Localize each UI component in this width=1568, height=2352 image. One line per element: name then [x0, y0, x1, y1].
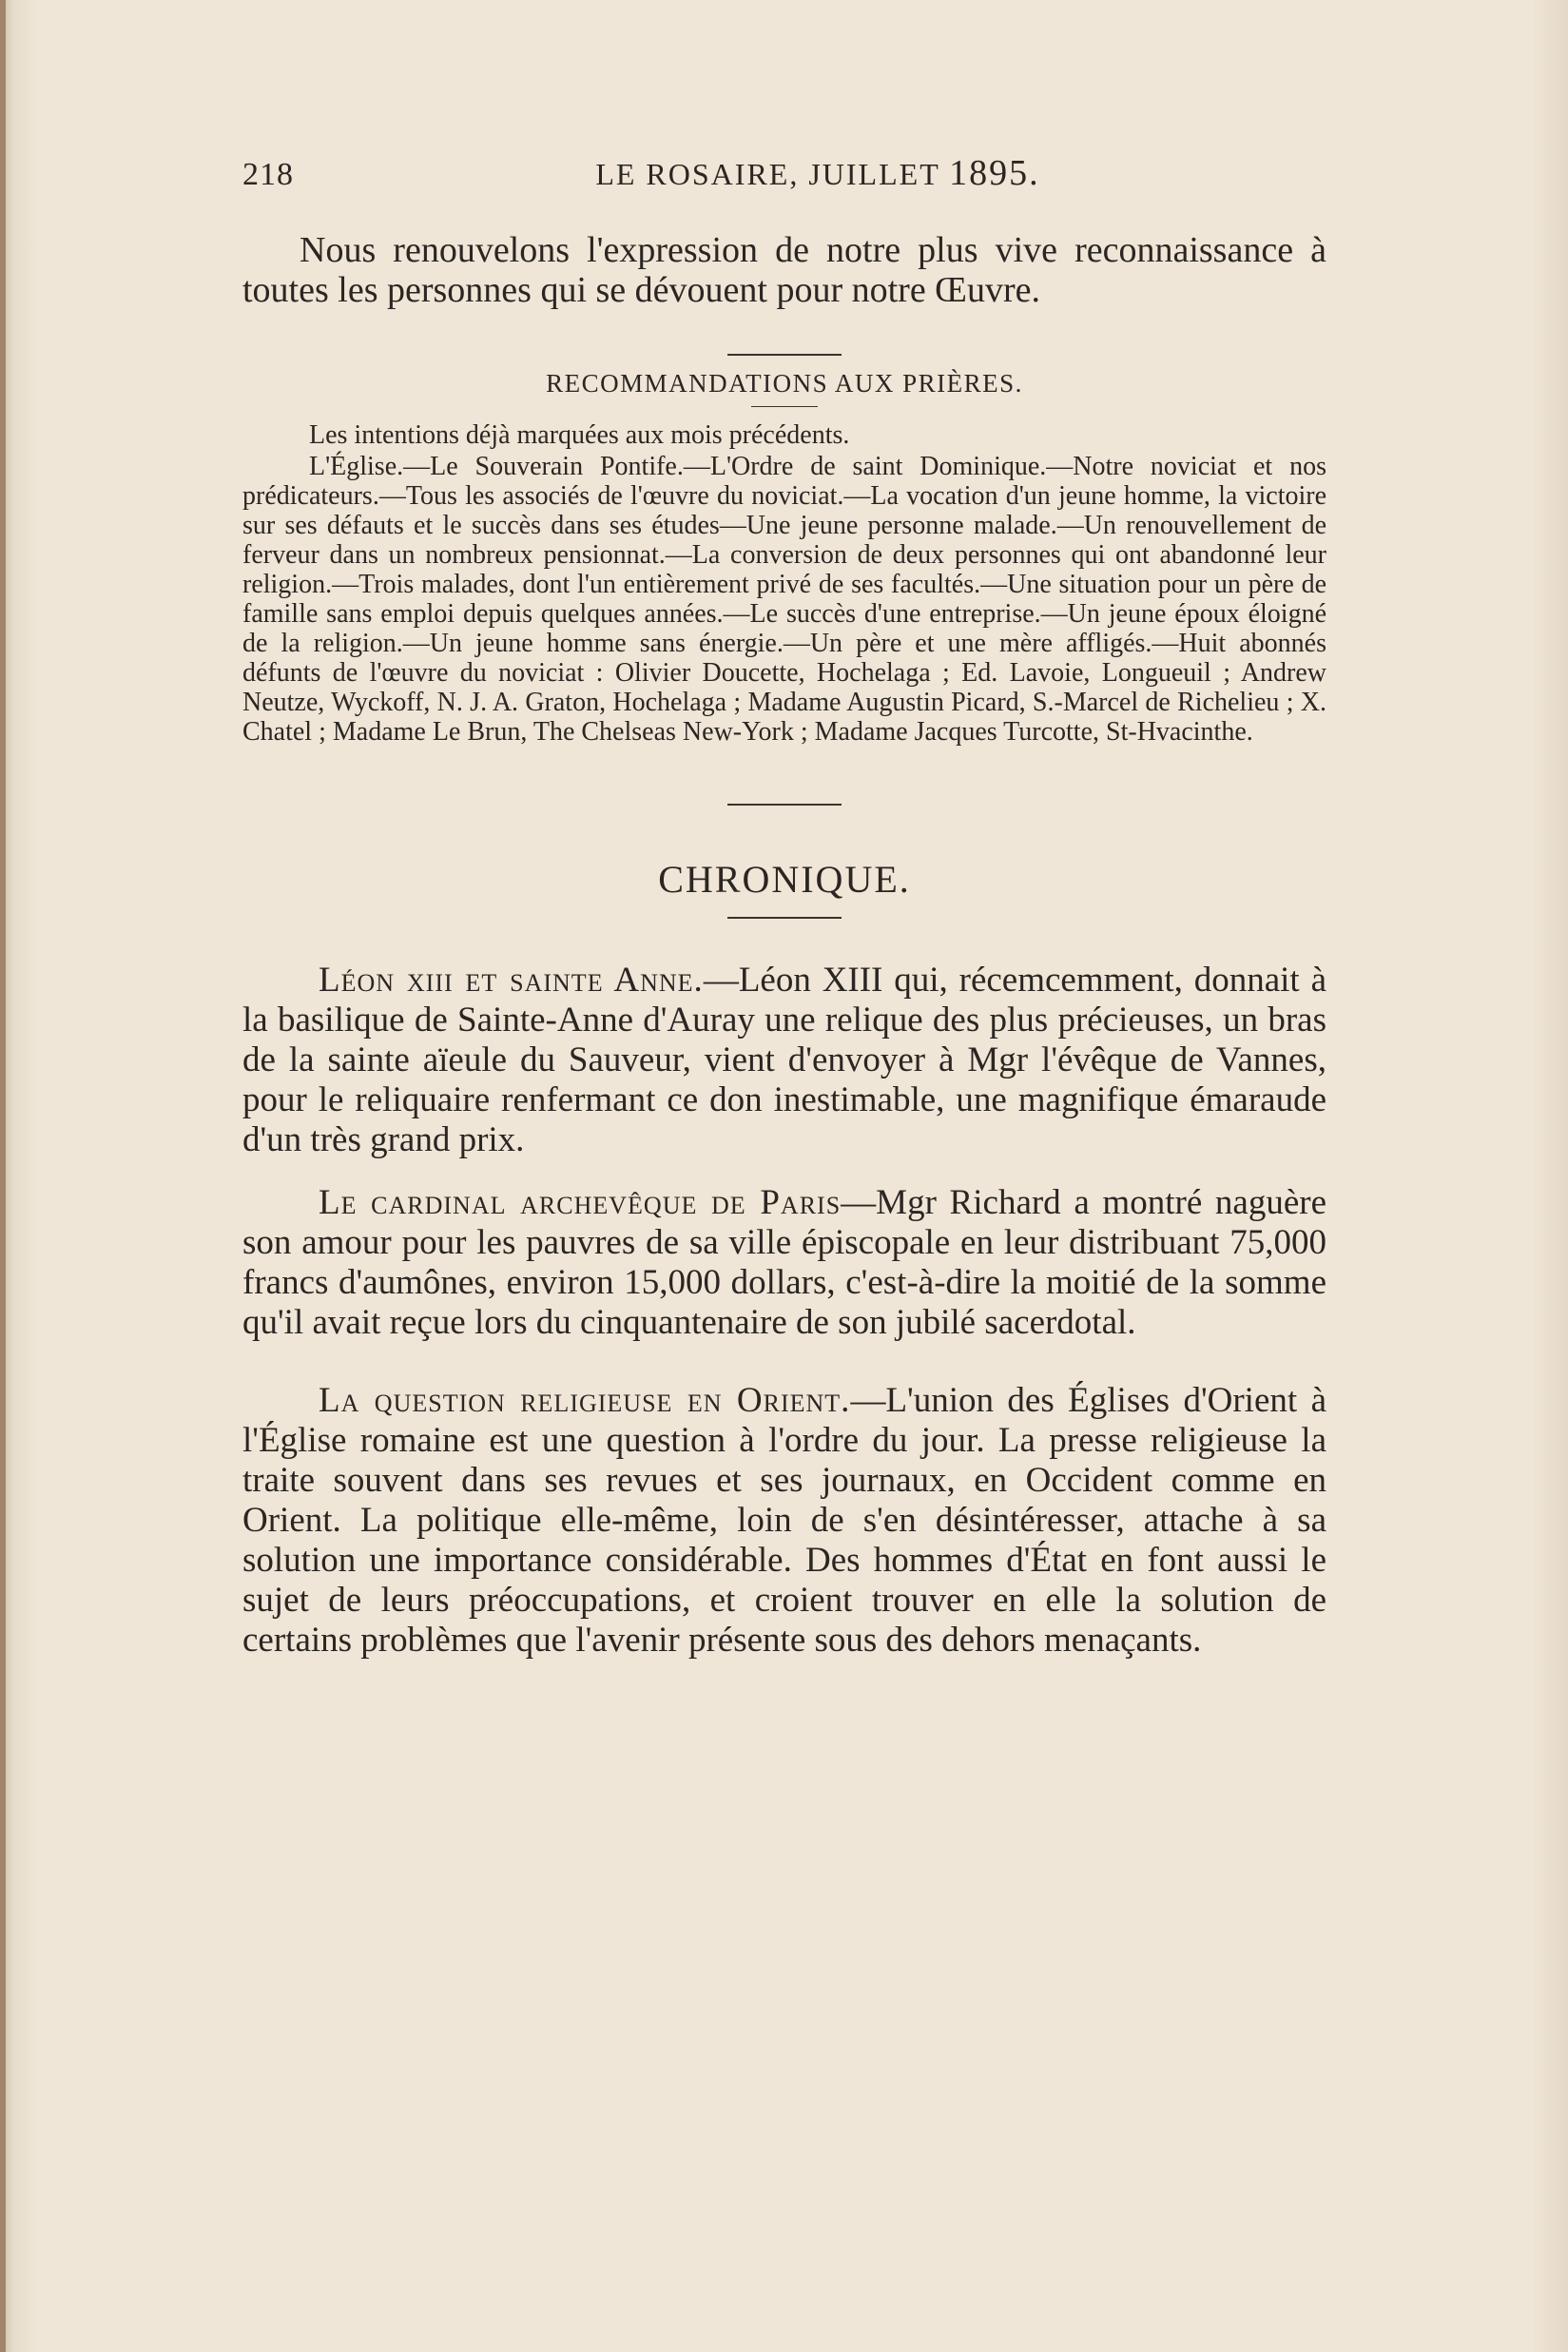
recommandations-paragraph: L'Église.—Le Souverain Pontife.—L'Ordre de saint Dominique.—Notre noviciat et nos prédicateurs.—Tous les associés de l'œuvre du noviciat.—La vocation d'un jeune homme, la victoire sur ses défauts et le succès dans ses études—Une jeune personne malade.—Un renouvellement de ferveur dans un nombreux pensionnat.—La conversion de deux personnes qui ont abandonné leur religion.—Trois malades, dont l'un entièrement privé de ses facultés.—Une situation pour un père de famille sans emploi depuis quelques années.—Le succès d'une entreprise.—Un jeune époux éloigné de la religion.—Un jeune homme sans énergie.—Un père et une mère affligés.—Huit abonnés défunts de l'œuvre du noviciat : Olivier Doucette, Hochelaga ; Ed. Lavoie, Longueuil ; Andrew Neutze, Wyckoff, N. J. A. Graton, Hochelaga ; Madame Augustin Picard, S.-Marcel de Richelieu ; X. Chatel ; Madame Le Brun, The Chelseas New-York ; Madame Jacques Turcotte, St-Hvacinthe. [242, 452, 1326, 747]
section-rule [727, 354, 842, 356]
chronique-item [242, 1183, 1326, 1343]
binding-edge [0, 0, 6, 2352]
chronique-rule-bottom [727, 917, 842, 919]
chronique-item-heading: Léon xiii et sainte Anne. [319, 961, 704, 1000]
running-title-text: LE ROSAIRE, JUILLET [595, 157, 940, 191]
chronique-item-text: —Léon XIII qui, récemcemment, donnait à la basilique de Sainte-Anne d'Auray une relique des plus précieuses, un bras de la sainte aïeule du Sauveur, vient d'envoyer à Mgr l'évêque de Vannes, pour le reliquaire renfermant ce don inestimable, une magnifique émaraude d'un très grand prix. [242, 961, 1326, 1159]
chronique-item-heading: La question religieuse en Orient. [319, 1381, 851, 1420]
running-header [242, 152, 1326, 213]
section-rule-small [751, 406, 818, 407]
chronique-item [242, 1381, 1326, 1661]
running-title-year: 1895. [949, 153, 1040, 193]
chronique-item-text: —L'union des Églises d'Orient à l'Église romaine est une question à l'ordre du jour. La presse religieuse la traite souvent dans ses revues et ses journaux, en Occident comme en Orient. La politique elle-même, loin de s'en désintéresser, attache à sa solution une importance considérable. Des hommes d'État en font aussi le sujet de leurs préoccupations, et croient trouver en elle la solution de certains problèmes que l'avenir présente sous des dehors menaçants. [242, 1381, 1326, 1660]
chronique-title: CHRONIQUE. [658, 858, 911, 901]
chronique-rule-top [727, 804, 842, 806]
recommandations-title: RECOMMANDATIONS AUX PRIÈRES. [546, 369, 1023, 398]
chronique-item-heading: Le cardinal archevêque de Paris [319, 1183, 842, 1222]
chronique-item [242, 961, 1326, 1160]
running-title [414, 152, 1326, 194]
intro-paragraph: Nous renouvelons l'expression de notre plus vive reconnaissance à toutes les personnes qui se dévouent pour notre Œuvre. [242, 230, 1326, 310]
page-content [242, 152, 1326, 1683]
recommandations-line: Les intentions déjà marquées aux mois précédents. [309, 420, 850, 450]
page-number: 218 [242, 157, 294, 192]
chronique-item-text: —Mgr Richard a montré naguère son amour pour les pauvres de sa ville épiscopale en leur distribuant 75,000 francs d'aumônes, environ 15,000 dollars, c'est-à-dire la moitié de la somme qu'il avait reçue lors du cinquantenaire de son jubilé sacerdotal. [242, 1183, 1326, 1342]
